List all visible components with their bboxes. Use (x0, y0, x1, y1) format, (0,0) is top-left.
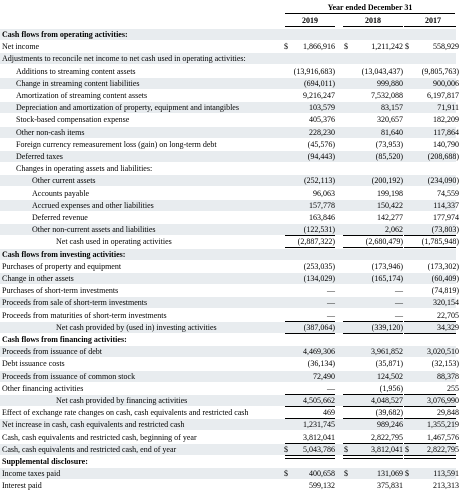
table-row (0, 297, 459, 308)
value-2018: 1,211,242 (371, 42, 403, 52)
value-2019 (285, 53, 335, 64)
value-2017: (60,409) (431, 274, 459, 283)
value-2018: 989,246 (377, 420, 403, 430)
row-label: Debt issuance costs (2, 359, 65, 369)
value-2017: (73,803) (431, 225, 459, 235)
value-2019: 3,812,041 (303, 432, 335, 442)
row-label: Cash flows from operating activities: (2, 30, 128, 39)
value-2018: 2,822,795 (371, 432, 403, 442)
table-row (0, 346, 459, 357)
value-2017: 22,705 (437, 310, 459, 320)
value-2019: — (327, 383, 335, 393)
value-2017: 2,822,795 (427, 444, 459, 454)
row-label: Proceeds from maturities of short-term investments (2, 310, 167, 320)
table-row (0, 444, 459, 455)
value-2019: 72,490 (313, 371, 335, 381)
value-2017 (414, 29, 459, 40)
table-row (0, 285, 459, 296)
row-label: Interest paid (2, 481, 42, 491)
year-header-rule-2018 (343, 26, 403, 27)
row-label: Amortization of streaming content assets (16, 91, 148, 100)
value-2018 (353, 29, 403, 40)
value-2019: — (327, 310, 335, 320)
value-2019: 5,043,786 (303, 444, 335, 454)
period-header-rule (285, 13, 455, 14)
row-label: Other financing activities (2, 383, 84, 393)
row-label: Foreign currency remeasurement loss (gain) on long-term debt (16, 139, 217, 149)
value-2019: 1,866,916 (303, 42, 335, 52)
table-row (0, 151, 459, 162)
value-2018: — (395, 298, 403, 308)
row-label: Income taxes paid (2, 469, 61, 479)
row-label: Additions to streaming content assets (16, 66, 136, 76)
row-label: Cash, cash equivalents and restricted cash, end of year (2, 444, 177, 454)
table-row (0, 114, 459, 125)
value-2017: 900,006 (433, 78, 459, 88)
table-row (0, 66, 459, 77)
year-header-2019: 2019 (302, 16, 318, 25)
value-2019: — (327, 298, 335, 308)
row-label: Purchases of short-term investments (2, 286, 119, 296)
value-2018: 142,277 (377, 213, 403, 222)
value-2019: 4,505,662 (303, 396, 335, 405)
value-2017: 1,355,219 (427, 420, 459, 430)
value-2017: (208,688) (427, 152, 459, 161)
value-2018: — (395, 310, 403, 320)
value-2017: (32,153) (431, 359, 459, 369)
value-2019 (285, 456, 335, 467)
value-2018: 320,657 (377, 115, 403, 125)
value-2018: 3,812,041 (371, 444, 403, 454)
value-2017 (414, 249, 459, 260)
value-2019: 163,846 (309, 213, 335, 222)
value-2019: (122,531) (303, 225, 335, 235)
value-2017: 29,848 (437, 408, 459, 418)
value-2018: (173,946) (371, 261, 403, 271)
value-2017: 114,337 (433, 200, 459, 210)
value-2017: 117,864 (433, 127, 459, 137)
table-row (0, 334, 456, 345)
table-row (0, 90, 459, 101)
value-2018: (85,520) (375, 152, 403, 161)
currency-symbol: $ (405, 469, 409, 479)
value-2017: 320,154 (433, 298, 459, 308)
value-2019 (285, 334, 335, 345)
value-2018 (353, 456, 403, 467)
value-2018 (353, 53, 403, 64)
table-row (0, 53, 456, 64)
value-2019: (13,916,683) (293, 66, 335, 76)
value-2017: (234,090) (427, 176, 459, 186)
value-2019 (285, 163, 335, 174)
year-header-2017: 2017 (425, 16, 441, 25)
value-2018: 4,048,527 (371, 396, 403, 405)
row-label: Purchases of property and equipment (2, 261, 122, 271)
table-row (0, 224, 459, 235)
value-2018: (2,680,479) (365, 237, 403, 247)
table-row (0, 175, 459, 186)
value-2017: 113,591 (433, 469, 459, 479)
table-row (0, 236, 459, 247)
table-row (0, 273, 459, 284)
value-2017: (9,805,763) (421, 66, 459, 76)
currency-symbol: $ (344, 444, 348, 454)
value-2018: (73,953) (375, 139, 403, 149)
value-2017: 558,929 (433, 42, 459, 52)
value-2017: (1,785,948) (421, 237, 459, 247)
currency-symbol: $ (344, 469, 348, 479)
value-2018: 3,961,852 (371, 347, 403, 357)
value-2019: 228,230 (309, 127, 335, 137)
row-label: Net income (2, 42, 40, 52)
value-2017: 182,209 (433, 115, 459, 125)
value-2017: (74,819) (431, 286, 459, 296)
value-2019 (285, 249, 335, 260)
table-row (0, 480, 459, 491)
value-2019 (285, 29, 335, 40)
value-2019: 157,778 (309, 200, 335, 210)
table-row (0, 358, 459, 369)
value-2018 (353, 334, 403, 345)
currency-symbol: $ (405, 42, 409, 52)
row-label: Other current assets (32, 176, 96, 186)
value-2017: 74,559 (437, 188, 459, 198)
table-row (0, 139, 459, 150)
value-2019: 400,658 (309, 469, 335, 479)
value-2017: 34,329 (437, 322, 459, 332)
value-2019: (134,029) (303, 274, 335, 283)
table-row (0, 419, 459, 430)
value-2019: (36,134) (307, 359, 335, 369)
currency-symbol: $ (284, 42, 288, 52)
table-row (0, 78, 459, 89)
value-2018: 7,532,088 (371, 91, 403, 100)
table-row (0, 188, 459, 199)
row-label: Effect of exchange rate changes on cash, cash equivalents and restricted cash (2, 408, 249, 418)
value-2019: (2,887,322) (297, 237, 335, 247)
value-2017 (414, 334, 459, 345)
value-2018: 81,640 (381, 127, 403, 137)
value-2018: 124,502 (377, 371, 403, 381)
row-label: Stock-based compensation expense (16, 115, 130, 125)
value-2017: 88,378 (437, 371, 459, 381)
row-label: Net cash used in operating activities (56, 237, 172, 247)
value-2018: 2,062 (385, 225, 403, 235)
table-row (0, 371, 459, 382)
value-2019: 405,376 (309, 115, 335, 125)
table-row (0, 468, 459, 479)
period-header: Year ended December 31 (327, 3, 413, 12)
row-label: Proceeds from issuance of debt (2, 347, 102, 357)
row-label: Other non-cash items (16, 127, 85, 137)
value-2018: — (395, 286, 403, 296)
year-header-rule-2017 (404, 26, 456, 27)
row-label: Cash flows from financing activities: (2, 335, 127, 344)
table-row (0, 395, 459, 406)
value-2019: (252,113) (303, 176, 335, 186)
row-label: Change in other assets (2, 274, 74, 283)
value-2017: 3,076,990 (427, 396, 459, 405)
value-2018: (1,956) (379, 383, 403, 393)
value-2018: (200,192) (371, 176, 403, 186)
value-2017: 71,911 (437, 103, 459, 113)
row-label: Net cash provided by financing activities (56, 396, 188, 405)
table-row (0, 432, 459, 443)
value-2017: 177,974 (433, 213, 459, 222)
value-2019: — (327, 286, 335, 296)
value-2017: 140,790 (433, 139, 459, 149)
table-row (0, 249, 456, 260)
row-label: Cash, cash equivalents and restricted cash, beginning of year (2, 432, 197, 442)
value-2019: (253,035) (303, 261, 335, 271)
row-label: Proceeds from issuance of common stock (2, 371, 136, 381)
value-2019: (94,443) (307, 152, 335, 161)
value-2017 (414, 456, 459, 467)
row-label: Changes in operating assets and liabilities: (16, 164, 153, 174)
value-2018: 83,157 (381, 103, 403, 113)
value-2017: 6,197,817 (427, 91, 459, 100)
value-2018: (165,174) (371, 274, 403, 283)
value-2017 (414, 163, 459, 174)
value-2018: 375,831 (377, 481, 403, 491)
value-2019: 4,469,306 (303, 347, 335, 357)
table-row (0, 322, 459, 333)
currency-symbol: $ (284, 444, 288, 454)
table-row (0, 383, 459, 394)
value-2018: (35,871) (375, 359, 403, 369)
table-row (0, 310, 459, 321)
value-2019: (694,011) (303, 78, 335, 88)
table-row (0, 456, 456, 467)
value-2018 (353, 249, 403, 260)
value-2017: 1,467,576 (427, 432, 459, 442)
value-2017 (414, 53, 459, 64)
table-row (0, 212, 459, 223)
value-2019: 599,132 (309, 481, 335, 491)
value-2018: 131,069 (377, 469, 403, 479)
currency-symbol: $ (284, 469, 288, 479)
value-2019: 9,216,247 (303, 91, 335, 100)
currency-symbol: $ (405, 444, 409, 454)
value-2017: 3,020,510 (427, 347, 459, 357)
value-2018: (13,043,437) (361, 66, 403, 76)
row-label: Change in streaming content liabilities (16, 78, 140, 88)
row-label: Cash flows from investing activities: (2, 249, 126, 259)
value-2019: 1,231,745 (303, 420, 335, 430)
value-2019: (45,576) (307, 139, 335, 149)
row-label: Other non-current assets and liabilities (32, 225, 156, 235)
table-row (0, 127, 459, 138)
row-label: Supplemental disclosure: (2, 457, 88, 466)
row-label: Accrued expenses and other liabilities (32, 200, 154, 210)
year-header-2018: 2018 (365, 16, 381, 25)
table-row (0, 102, 459, 113)
value-2017: (173,302) (427, 261, 459, 271)
table-row (0, 200, 459, 211)
row-label: Deferred revenue (32, 213, 88, 222)
row-label: Deferred taxes (16, 152, 63, 161)
value-2018 (353, 163, 403, 174)
value-2017: 255 (447, 383, 459, 393)
value-2019: 96,063 (313, 188, 335, 198)
value-2019: (387,064) (303, 322, 335, 332)
value-2018: 999,880 (377, 78, 403, 88)
value-2018: 199,198 (377, 188, 403, 198)
value-2017: 213,313 (433, 481, 459, 491)
row-label: Depreciation and amortization of property, equipment and intangibles (16, 103, 239, 113)
table-row (0, 163, 456, 174)
value-2019: 469 (323, 408, 335, 418)
table-row (0, 29, 456, 40)
year-header-rule-2019 (285, 26, 335, 27)
value-2018: (39,682) (375, 408, 403, 418)
row-label: Net cash provided by (used in) investing activities (56, 322, 217, 332)
row-label: Net increase in cash, cash equivalents and restricted cash (2, 420, 185, 430)
table-row (0, 407, 459, 418)
currency-symbol: $ (344, 42, 348, 52)
value-2018: (339,120) (371, 322, 403, 332)
row-label: Accounts payable (32, 188, 90, 198)
value-2019: 103,579 (309, 103, 335, 113)
value-2018: 150,422 (377, 200, 403, 210)
table-row (0, 261, 459, 272)
row-label: Adjustments to reconcile net income to net cash used in operating activities: (2, 54, 246, 64)
table-row (0, 41, 459, 52)
row-label: Proceeds from sale of short-term investments (2, 298, 148, 308)
